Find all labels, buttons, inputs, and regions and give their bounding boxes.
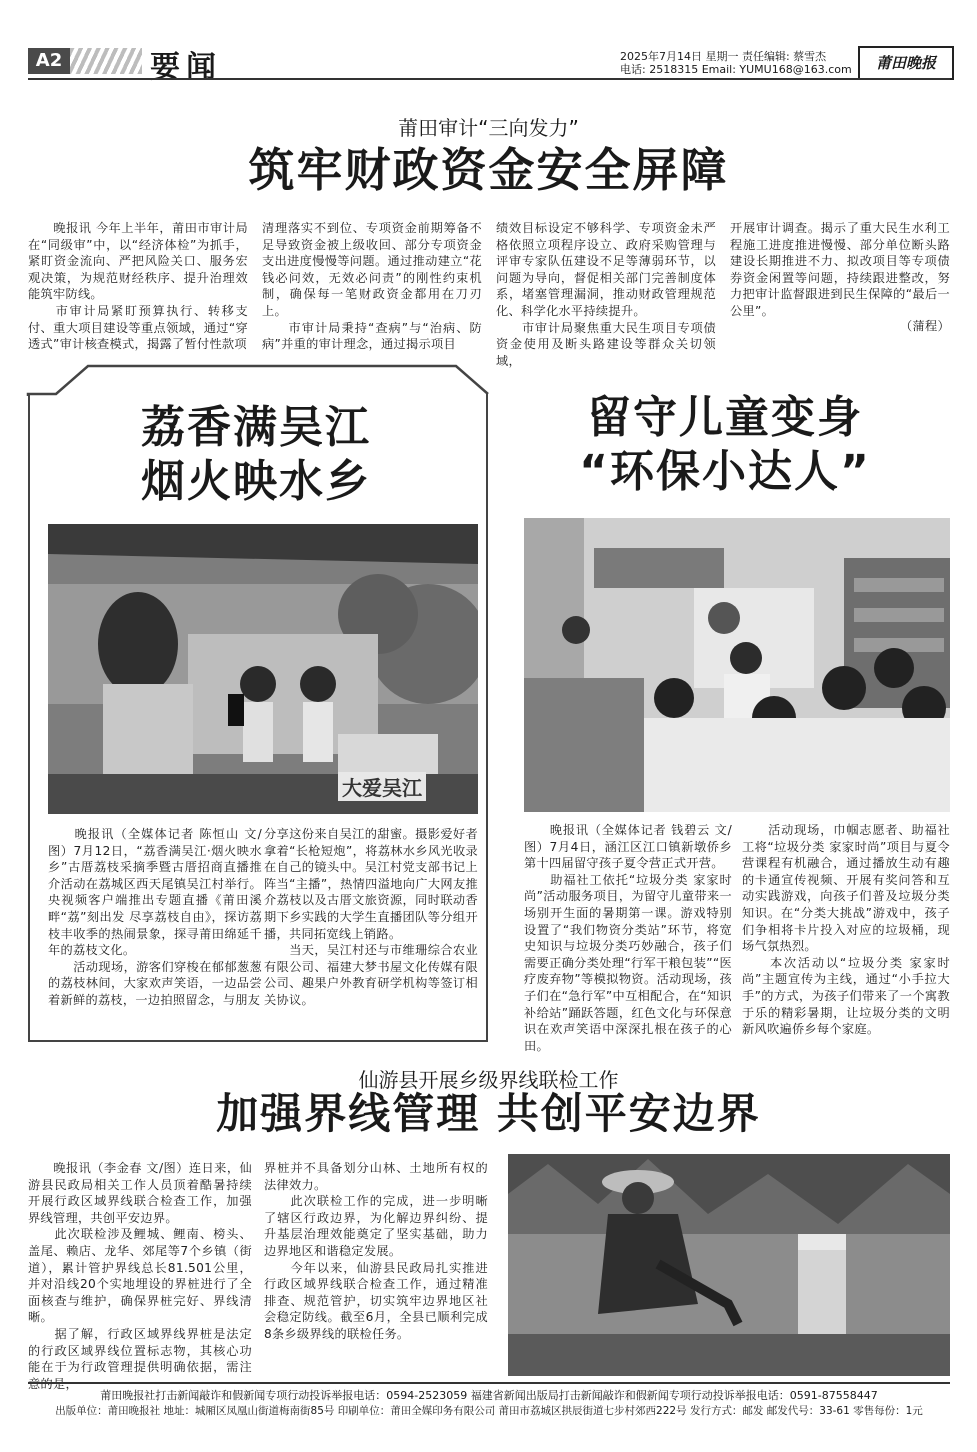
frame-peak — [26, 364, 492, 398]
lychee-livestream-photo — [48, 524, 478, 814]
left-col-2: 分享这份来自吴江的甜蜜。摄影爱好者拿着“长枪短炮”，将荔林水乡风光收录在自己的镜头中。吴江村党支部书记上阵当“主播”，热情四溢地向广大网友推介荔枝以及古厝文旅资源，同时联动香期下乡实践的大学生直播团队等分组开播，共同拓宽线上销路。 当天，吴江村还与市维珊综合农业有限公司、福建大梦书屋文化传媒有限公司、趣果户外教育研学机构等签订相关协议。 — [264, 827, 478, 1007]
contact-line: 电话: 2518315 Email: YUMU168@163.com — [620, 63, 852, 76]
top-kicker: 莆田审计“三向发力” — [398, 116, 579, 140]
header-rule — [28, 78, 950, 80]
border-inspection-photo — [508, 1154, 950, 1376]
footer-hotline: 莆田晚报社打击新闻敲诈和假新闻专项行动投诉举报电话：0594-2523059 福建省新闻出版局打击新闻敲诈和假新闻专项行动投诉举报电话：0591-87558447 — [100, 1389, 878, 1402]
footer-publisher: 出版单位：莆田晚报社 地址：城厢区凤凰山街道梅南街85号 印刷单位：莆田全媒印务有限公司 莆田市荔城区拱辰街道七步村郊西222号 发行方式：邮发 邮发代号：33-61 零售每份：1元 — [55, 1405, 923, 1417]
top-byline: （蒲程） — [900, 319, 950, 333]
date-line: 2025年7月14日 星期一 责任编辑: 蔡雪杰 — [620, 50, 827, 63]
right-headline-2: “环保小达人” — [579, 446, 871, 497]
left-headline-2: 烟火映水乡 — [141, 456, 371, 507]
top-col-2: 清理落实不到位、专项资金前期筹备不足导致资金被上级收回、部分专项资金支出进度慢慢等问题。通过推动建立“花钱必问效，无效必问责”的刚性约束机制，确保每一笔财政资金都用在刀刃上。 市审计局秉持“查病”与“治病、防病”并重的审计理念，通过揭示项目 — [262, 221, 482, 352]
right-col-2: 活动现场，巾帼志愿者、助福社工将“垃圾分类 家家时尚”项目与夏令营课程有机融合，通过播放生动有趣的卡通宣传视频、开展有奖问答和互动实践游戏，向孩子们普及垃圾分类知识。在“分类大挑战”游戏中，孩子们争相将卡片投入对应的垃圾桶，现场气氛热烈。 本次活动以“垃圾分类 家家时尚”主题宣传为主线，通过“小手拉大手”的方式，为孩子们带来了一个寓教于乐的精彩暑期，让垃圾分类的文明新风吹遍侨乡每个家庭。 — [742, 823, 950, 1037]
bottom-col-2: 界桩并不具备划分山林、土地所有权的法律效力。 此次联检工作的完成，进一步明晰了辖区行政边界，为化解边界纠纷、提升基层治理效能奠定了坚实基础，助力边界地区和谐稳定发展。 今年以来，仙游县民政局扎实推进行政区域界线联合检查工作，通过精准排查、规范管护，切实筑牢边界地区社会稳定防线。截至6月，全县已顺利完成8条乡级界线的联检任务。 — [264, 1161, 488, 1341]
top-col-3: 绩效目标设定不够科学、专项资金未严格依照立项程序设立、政府采购管理与评审专家队伍建设不足等薄弱环节，以问题为导向，督促相关部门完善制度体系，堵塞管理漏洞，推动财政管理规范化、科学化水平持续提升。 市审计局聚焦重大民生项目专项债资金使用及断头路建设等群众关切领域， — [496, 221, 716, 368]
lychee-photo-illustration — [48, 524, 478, 814]
bottom-col-1: 晚报讯（李金春 文/图）连日来，仙游县民政局相关工作人员顶着酷暑持续开展行政区域界线联合检查工作，加强界线管理，共创平安边界。 此次联检涉及鲤城、鲤南、榜头、盖尾、赖店、龙华、郊尾等7个乡镇（街道），累计管护界线总长81.501公里，并对沿线20个实地埋设的界桩进行了全面核查与维护，确保界桩完好、界线清晰。 据了解，行政区域界线界桩是法定的行政区域界线位置标志物，其核心功能在于为行政管理提供明确依据，需注意的是， — [28, 1161, 252, 1391]
top-col-4: 开展审计调查。揭示了重大民生水利工程施工进度推进慢慢、部分单位断头路建设长期推进不力、拟改项目等专项债券资金闲置等问题，持续跟进整改，努力把审计监督跟进到民生保障的“最后一公里”。 — [730, 221, 950, 318]
top-col-1: 晚报讯 今年上半年，莆田市审计局在“同级审”中，以“经济体检”为抓手，紧盯资金流向、严把风险关口、服务宏观决策，为规范财经秩序、提升治理效能筑牢防线。 市审计局紧盯预算执行、转移支付、重大项目建设等重点领域，通过“穿透式”审计核查模式，揭露了暂付性款项 — [28, 221, 248, 352]
header-info — [620, 50, 852, 76]
right-col-1: 晚报讯（全媒体记者 钱碧云 文/图）7月4日，涵江区江口镇新墩侨乡第十四届留守孩子夏令营正式开营。 助福社工依托“垃圾分类 家家时尚”活动服务项目，为留守儿童带来一场别开生面的暑期第一课。游戏特别设置了“我们物资分类站”环节，将宽史知识与垃圾分类巧妙融合，孩子们需要正确分类处理“行军干粮包装”“医疗废弃物”等模拟物资。活动现场，孩子们在“急行军”中互相配合，在“知识补给站”踊跃答题，红色文化与环保意识在欢声笑语中深深扎根在孩子的心田。 — [524, 823, 732, 1053]
page-number: A2 — [28, 48, 70, 74]
top-headline: 筑牢财政资金安全屏障 — [248, 143, 729, 197]
bottom-kicker: 仙游县开展乡级界线联检工作 — [358, 1068, 619, 1092]
header-stripe — [70, 48, 142, 74]
photo-banner-text: 大爱吴江 — [338, 772, 426, 801]
section-title: 要闻 — [150, 50, 222, 85]
right-headline-1: 留守儿童变身 — [587, 392, 863, 443]
children-activity-photo — [524, 518, 950, 812]
left-headline-1: 荔香满吴江 — [141, 402, 371, 453]
children-photo-illustration — [524, 518, 950, 812]
footer-rule — [28, 1382, 950, 1384]
newspaper-logo: 莆田晚报 — [858, 46, 954, 80]
border-photo-illustration — [508, 1154, 950, 1376]
left-col-1: 晚报讯（全媒体记者 陈恒山 文/图）7月12日，“荔香满吴江·烟火映水乡”古厝荔枝采摘季暨古厝招商直播推介活动在荔城区西天尾镇吴江村举行。央视频客户端推出专题直播《莆田溪畔“荔”刻出发 尽享荔枝自由》，探访荔枝丰收季的热闹景象，探寻莆田绵延千年的荔枝文化。 活动现场，游客们穿梭在郁郁葱葱的荔枝林间，大家欢声笑语，一边品尝着新鲜的荔枝，一边拍照留念，与朋友 — [48, 827, 262, 1007]
bottom-headline: 加强界线管理 共创平安边界 — [216, 1089, 761, 1138]
